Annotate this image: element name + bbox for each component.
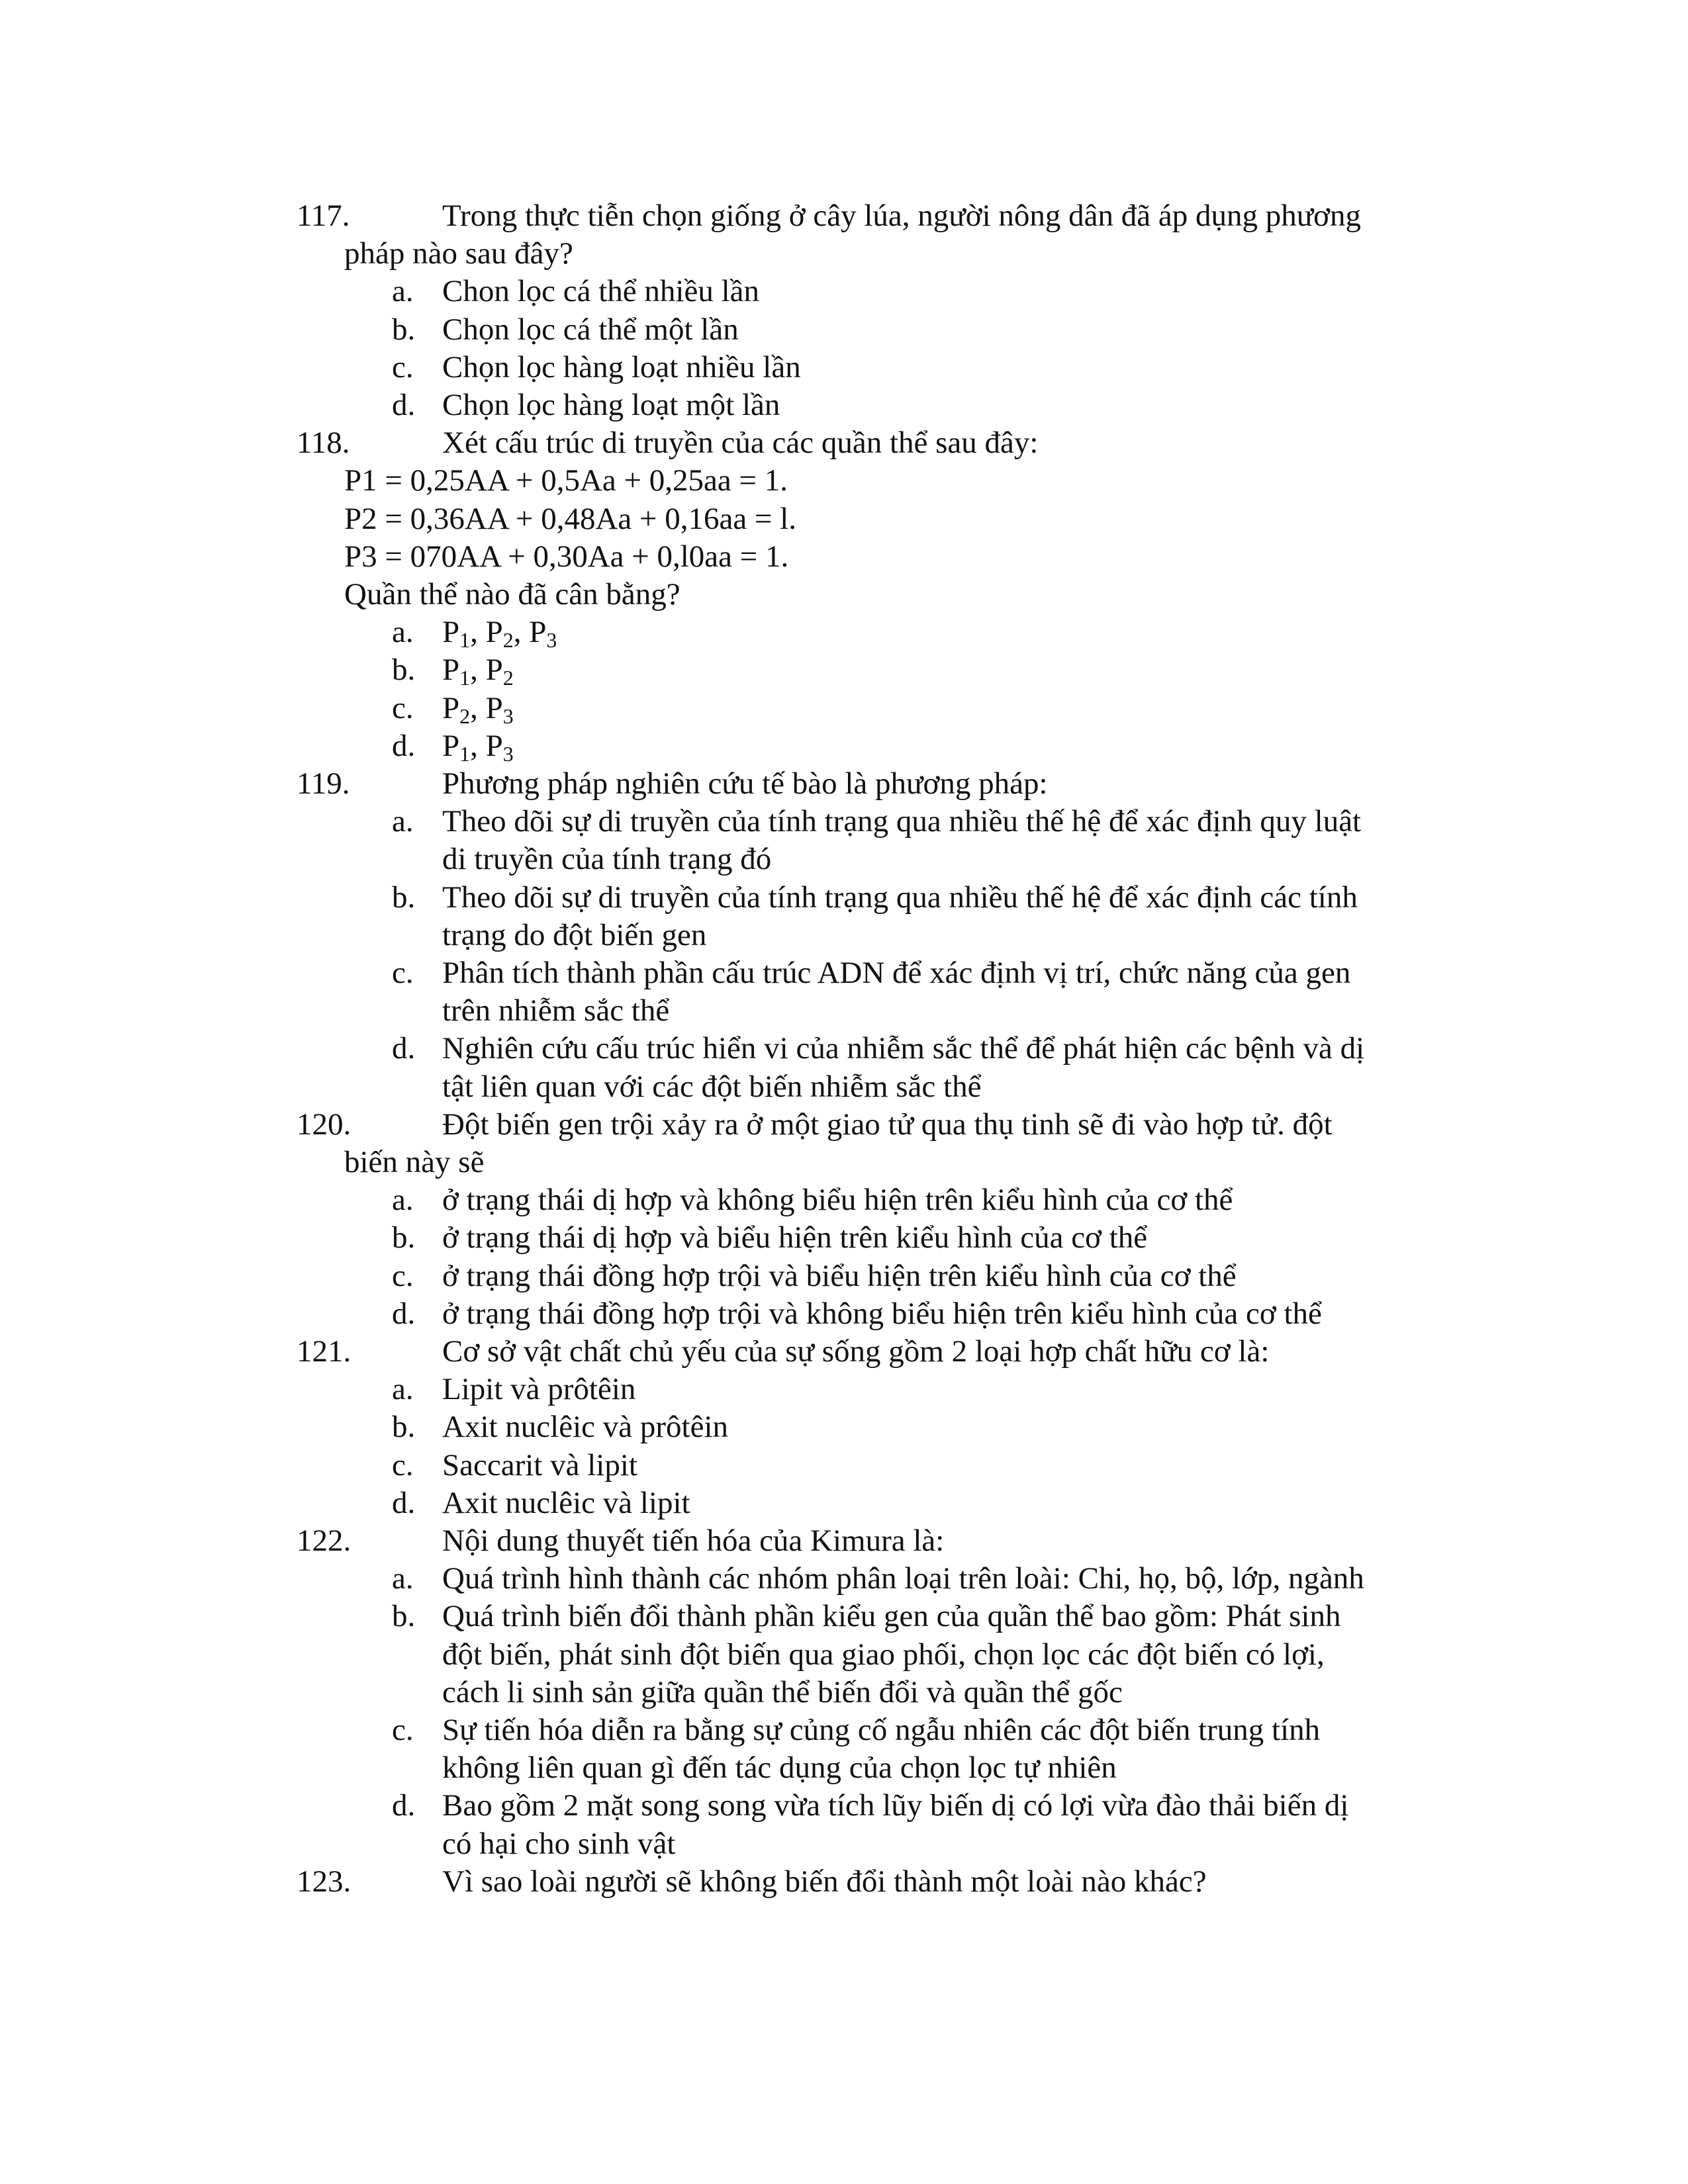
option-letter: b.	[392, 880, 416, 915]
population-symbol: , P	[470, 691, 503, 725]
question-text: Cơ sở vật chất chủ yếu của sự sống gồm 2 loại hợp chất hữu cơ là:	[442, 1334, 1270, 1369]
option-letter: b.	[392, 1599, 416, 1633]
option-text: Nghiên cứu cấu trúc hiển vi của nhiễm sắc thể để phát hiện các bệnh và dị	[442, 1031, 1365, 1066]
question-text: Đột biến gen trội xảy ra ở một giao tử qua thụ tinh sẽ đi vào hợp tử. đột	[442, 1107, 1333, 1142]
option-text: ở trạng thái dị hợp và không biểu hiện trên kiểu hình của cơ thể	[442, 1183, 1233, 1217]
question-text-continued: pháp nào sau đây?	[344, 236, 573, 271]
population-formula: P3 = 070AA + 0,30Aa + 0,l0aa = 1.	[344, 539, 789, 574]
option-letter: c.	[392, 350, 414, 385]
option-letter: a.	[392, 615, 414, 649]
population-subscript: 1	[459, 742, 471, 766]
option-text: có hại cho sinh vật	[442, 1827, 676, 1861]
option-text: trên nhiễm sắc thể	[442, 993, 670, 1028]
population-subscript: 3	[546, 628, 557, 652]
option-letter: c.	[392, 691, 414, 725]
option-text: Axit nuclêic và lipit	[442, 1486, 690, 1520]
option-letter: d.	[392, 1486, 416, 1520]
option-letter: c.	[392, 1713, 414, 1747]
option-letter: a.	[392, 1561, 414, 1596]
option-letter: a.	[392, 274, 414, 308]
population-symbol: P	[442, 691, 460, 725]
option-letter: d.	[392, 1031, 416, 1066]
option-letter: b.	[392, 653, 416, 687]
question-number: 121.	[297, 1334, 352, 1369]
option-letter: d.	[392, 729, 416, 763]
question-number: 123.	[297, 1864, 352, 1899]
question-text: Xét cấu trúc di truyền của các quần thể sau đây:	[442, 426, 1039, 460]
population-subscript: 2	[502, 666, 514, 690]
population-subscript: 1	[459, 628, 471, 652]
population-symbol: , P	[513, 615, 547, 649]
option-text: Chọn lọc cá thể một lần	[442, 312, 739, 347]
population-symbol: P	[442, 653, 460, 687]
population-subscript: 2	[502, 628, 514, 652]
option-text: cách li sinh sản giữa quần thể biến đổi và quần thể gốc	[442, 1675, 1123, 1709]
option-letter: d.	[392, 1788, 416, 1823]
option-text: Phân tích thành phần cấu trúc ADN để xác định vị trí, chức năng của gen	[442, 956, 1351, 990]
population-symbol: , P	[470, 615, 503, 649]
option-text: ở trạng thái đồng hợp trội và biểu hiện trên kiểu hình của cơ thể	[442, 1259, 1237, 1293]
population-subscript: 3	[502, 704, 514, 728]
population-formula: P2 = 0,36AA + 0,48Aa + 0,16aa = l.	[344, 502, 797, 536]
population-symbol: P	[442, 729, 460, 763]
option-letter: c.	[392, 1448, 414, 1482]
question-prompt: Quần thể nào đã cân bằng?	[344, 577, 680, 612]
option-text: Chon lọc cá thể nhiều lần	[442, 274, 759, 308]
population-symbol: , P	[470, 729, 503, 763]
option-text: Theo dõi sự di truyền của tính trạng qua nhiều thế hệ để xác định các tính	[442, 880, 1358, 915]
option-letter: a.	[392, 1183, 414, 1217]
option-text: ở trạng thái dị hợp và biểu hiện trên kiểu hình của cơ thể	[442, 1220, 1148, 1255]
option-letter: d.	[392, 388, 416, 422]
option-text: Axit nuclêic và prôtêin	[442, 1410, 728, 1444]
option-text: Bao gồm 2 mặt song song vừa tích lũy biến dị có lợi vừa đào thải biến dị	[442, 1788, 1349, 1823]
option-letter: b.	[392, 1220, 416, 1255]
option-text: Lipit và prôtêin	[442, 1372, 636, 1406]
option-text: đột biến, phát sinh đột biến qua giao phối, chọn lọc các đột biến có lợi,	[442, 1637, 1325, 1672]
option-text: di truyền của tính trạng đó	[442, 842, 772, 876]
option-text: tật liên quan với các đột biến nhiễm sắc thể	[442, 1069, 982, 1104]
option-text: Quá trình biến đổi thành phần kiểu gen của quần thể bao gồm: Phát sinh	[442, 1599, 1341, 1633]
population-subscript: 1	[459, 666, 471, 690]
option-letter: d.	[392, 1297, 416, 1331]
option-letter: a.	[392, 804, 414, 839]
question-number: 118.	[297, 426, 350, 460]
option-text	[442, 727, 514, 764]
option-text: Sự tiến hóa diễn ra bằng sự củng cố ngẫu nhiên các đột biến trung tính	[442, 1713, 1321, 1747]
option-text: ở trạng thái đồng hợp trội và không biểu hiện trên kiểu hình của cơ thể	[442, 1297, 1322, 1331]
population-symbol: , P	[470, 653, 503, 687]
question-text: Nội dung thuyết tiến hóa của Kimura là:	[442, 1524, 945, 1558]
question-text: Phương pháp nghiên cứu tế bào là phương pháp:	[442, 766, 1048, 801]
population-subscript: 3	[502, 742, 514, 766]
population-subscript: 2	[459, 704, 471, 728]
option-text	[442, 690, 514, 727]
option-text: trạng do đột biến gen	[442, 918, 707, 952]
option-letter: b.	[392, 312, 416, 347]
option-text: Theo dõi sự di truyền của tính trạng qua nhiều thế hệ để xác định quy luật	[442, 804, 1362, 839]
option-letter: b.	[392, 1410, 416, 1444]
option-text: Chọn lọc hàng loạt nhiều lần	[442, 350, 801, 385]
population-formula: P1 = 0,25AA + 0,5Aa + 0,25aa = 1.	[344, 463, 788, 498]
option-letter: c.	[392, 956, 414, 990]
option-letter: c.	[392, 1259, 414, 1293]
question-number: 120.	[297, 1107, 352, 1142]
question-number: 117.	[297, 199, 350, 233]
option-text: Saccarit và lipit	[442, 1448, 637, 1482]
option-text: Chọn lọc hàng loạt một lần	[442, 388, 780, 422]
option-letter: a.	[392, 1372, 414, 1406]
question-text: Vì sao loài người sẽ không biến đổi thành một loài nào khác?	[442, 1864, 1207, 1899]
option-text: Quá trình hình thành các nhóm phân loại trên loài: Chi, họ, bộ, lớp, ngành	[442, 1561, 1364, 1596]
option-text	[442, 614, 557, 651]
question-text: Trong thực tiễn chọn giống ở cây lúa, người nông dân đã áp dụng phương	[442, 199, 1362, 233]
option-text: không liên quan gì đến tác dụng của chọn lọc tự nhiên	[442, 1751, 1117, 1785]
population-symbol: P	[442, 615, 460, 649]
question-text-continued: biến này sẽ	[344, 1145, 485, 1179]
question-number: 119.	[297, 766, 350, 801]
question-number: 122.	[297, 1524, 352, 1558]
option-text	[442, 651, 514, 688]
